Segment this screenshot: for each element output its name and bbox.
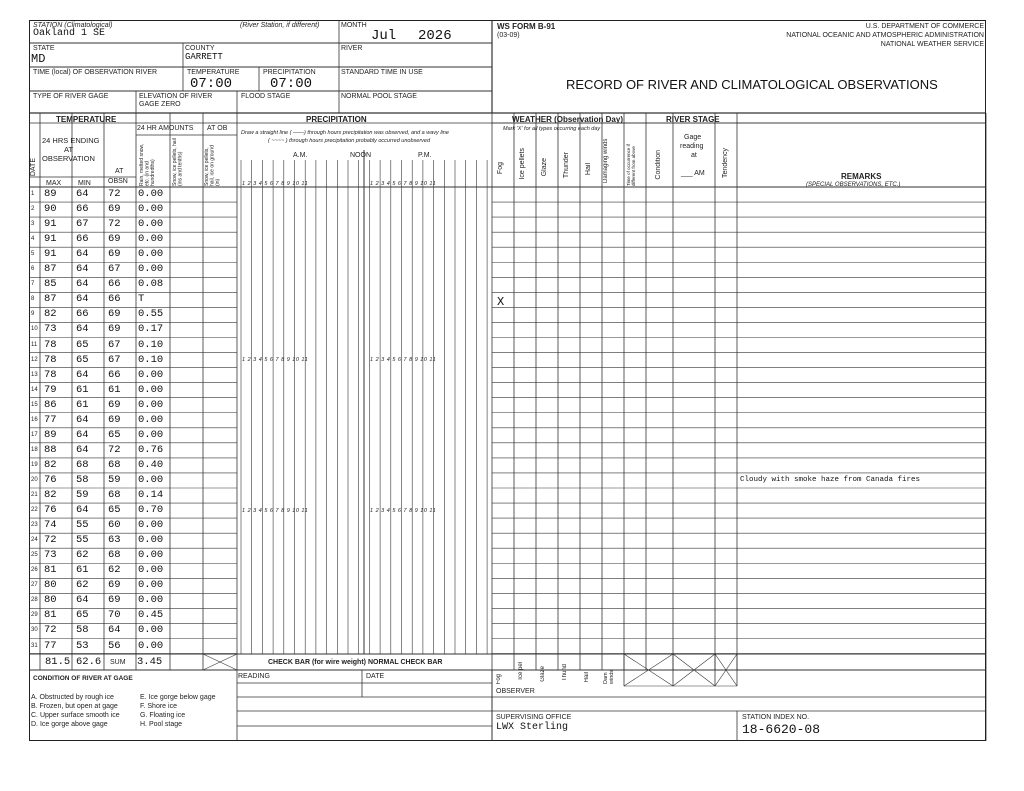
- row-obs-temp: 72: [108, 188, 121, 200]
- legend-c: C. Upper surface smooth ice: [31, 712, 120, 719]
- row-day-number: 2: [31, 206, 35, 213]
- row-precip: 0.00: [138, 203, 164, 216]
- observer-label: OBSERVER: [496, 688, 535, 695]
- row-obs-temp: 66: [108, 293, 121, 306]
- precip-sum: 3.45: [137, 656, 163, 668]
- row-min-temp: 64: [76, 278, 89, 291]
- row-day-number: 16: [31, 416, 38, 423]
- row-precip: 0.00: [138, 594, 164, 607]
- row-day-number: 19: [31, 461, 38, 468]
- county-label: COUNTY: [185, 45, 215, 52]
- row-max-temp: 76: [44, 473, 57, 486]
- row-min-temp: 64: [76, 428, 89, 441]
- row-max-temp: 80: [44, 579, 57, 592]
- row-min-temp: 64: [76, 368, 89, 381]
- row-obs-temp: 68: [108, 458, 121, 471]
- row-min-temp: 67: [76, 218, 89, 231]
- row-remarks: Cloudy with smoke haze from Canada fires: [740, 475, 921, 484]
- row-fog-mark: X: [497, 295, 505, 310]
- row-min-temp: 64: [76, 263, 89, 276]
- row-precip: 0.00: [138, 564, 164, 577]
- row-day-number: 3: [31, 221, 35, 228]
- total-dam-winds: Dam winds: [603, 669, 615, 684]
- row-day-number: 9: [31, 311, 35, 318]
- row-max-temp: 80: [44, 594, 57, 607]
- state-label: STATE: [33, 45, 55, 52]
- hrs-ending-line1: 24 HRS ENDING: [42, 136, 100, 145]
- row-obs-temp: 69: [108, 233, 121, 246]
- year-value: 2026: [418, 28, 452, 44]
- row-day-number: 31: [31, 642, 38, 649]
- gage-line2: reading: [680, 143, 704, 150]
- condition-header: Condition: [655, 150, 662, 180]
- row-day-number: 17: [31, 431, 38, 438]
- max-header: MAX: [46, 180, 62, 187]
- station-index-label: STATION INDEX NO.: [742, 714, 810, 721]
- damaging-winds-header: Damaging winds: [603, 138, 609, 183]
- row-max-temp: 79: [44, 383, 57, 396]
- row-obs-temp: 69: [108, 579, 121, 592]
- row-day-number: 24: [31, 537, 38, 544]
- hail-header: Hail: [585, 163, 592, 176]
- remarks-subheader: (SPECIAL OBSERVATIONS, ETC.): [806, 182, 901, 188]
- row-obs-temp: 69: [108, 398, 121, 411]
- row-obs-temp: 59: [108, 473, 121, 486]
- row-min-temp: 66: [76, 203, 89, 216]
- row-max-temp: 86: [44, 398, 57, 411]
- row-obs-temp: 69: [108, 413, 121, 426]
- hrs-ending-line3: OBSERVATION: [42, 154, 95, 163]
- row-min-temp: 61: [76, 564, 89, 577]
- row-precip: 0.00: [138, 624, 164, 637]
- row-max-temp: 82: [44, 489, 57, 501]
- tendency-header: Tendency: [722, 148, 729, 178]
- hrs-ending-line2: AT: [64, 145, 74, 154]
- row-obs-temp: 65: [108, 504, 121, 517]
- row-max-temp: 85: [44, 278, 57, 291]
- form-date: (03-09): [497, 32, 520, 39]
- snow-ground-header: Snow, ice pellets, hail, ice on ground (in): [204, 145, 221, 186]
- legend-f: F. Shore ice: [140, 703, 177, 710]
- row-day-number: 6: [31, 266, 35, 273]
- legend-h: H. Pool stage: [140, 721, 183, 728]
- fog-header: Fog: [497, 162, 504, 175]
- row-max-temp: 87: [44, 293, 57, 306]
- total-glaze: Glaze: [540, 666, 546, 682]
- row-day-number: 26: [31, 567, 38, 574]
- state-value: MD: [31, 52, 46, 66]
- row-max-temp: 90: [44, 203, 57, 216]
- precip-note-line1: Draw a straight line ( ——) through hours precipitation was observed, and a wavy line: [241, 130, 449, 136]
- am-label: A.M.: [293, 152, 308, 159]
- normal-pool-label: NORMAL POOL STAGE: [341, 93, 417, 100]
- row-max-temp: 87: [44, 263, 57, 276]
- row-precip: 0.45: [138, 609, 164, 622]
- row-precip: 0.70: [138, 504, 164, 517]
- row-precip: T: [138, 293, 145, 306]
- row-max-temp: 81: [44, 564, 57, 577]
- row-min-temp: 62: [76, 579, 89, 592]
- row-day-number: 23: [31, 522, 38, 529]
- row-obs-temp: 72: [108, 443, 121, 456]
- row-obs-temp: 62: [108, 564, 121, 577]
- precipitation-time-value: 07:00: [270, 76, 313, 92]
- row-obs-temp: 69: [108, 203, 121, 216]
- row-max-temp: 81: [44, 609, 57, 622]
- hours-am-row22: 1 2 3 4 5 6 7 8 9 10 11: [242, 508, 309, 514]
- row-max-temp: 73: [44, 323, 57, 336]
- row-precip: 0.08: [138, 278, 164, 291]
- row-obs-temp: 64: [108, 624, 121, 637]
- row-min-temp: 64: [76, 248, 89, 261]
- station-name: Oakland 1 SE: [33, 28, 106, 39]
- row-day-number: 22: [31, 507, 38, 514]
- row-obs-temp: 63: [108, 534, 121, 547]
- row-day-number: 14: [31, 386, 38, 393]
- row-obs-temp: 69: [108, 248, 121, 261]
- row-day-number: 30: [31, 627, 38, 634]
- month-label: MONTH: [341, 22, 367, 29]
- amounts-header: 24 HR AMOUNTS: [137, 125, 194, 132]
- supervising-office: LWX Sterling: [496, 722, 569, 733]
- row-min-temp: 61: [76, 383, 89, 396]
- obsn-header: OBSN: [108, 178, 128, 185]
- hours-pm-row12: 1 2 3 4 5 6 7 8 9 10 11: [370, 357, 437, 363]
- min-header: MIN: [78, 180, 91, 187]
- total-thund: Thund: [562, 664, 568, 682]
- temperature-time-value: 07:00: [190, 76, 233, 92]
- total-ice-pel: Ice pel: [518, 662, 524, 680]
- at-header: AT: [115, 168, 124, 175]
- gage-line3: at: [691, 152, 697, 159]
- row-min-temp: 66: [76, 233, 89, 246]
- row-max-temp: 82: [44, 458, 57, 471]
- flood-stage-label: FLOOD STAGE: [241, 93, 291, 100]
- row-day-number: 8: [31, 296, 35, 303]
- form-id: WS FORM B-91: [497, 22, 556, 31]
- row-min-temp: 68: [76, 458, 89, 471]
- row-precip: 0.00: [138, 579, 164, 592]
- row-min-temp: 61: [76, 398, 89, 411]
- snow-ice-header: Snow, ice pellets, hail (ins and tenths): [172, 138, 184, 186]
- gage-line4: ___ AM: [681, 170, 705, 177]
- row-max-temp: 74: [44, 519, 57, 532]
- row-obs-temp: 65: [108, 428, 121, 441]
- dept-line2: NATIONAL OCEANIC AND ATMOSPHERIC ADMINISTRATION: [786, 32, 984, 39]
- row-max-temp: 73: [44, 549, 57, 562]
- standard-time-label: STANDARD TIME IN USE: [341, 69, 423, 76]
- row-max-temp: 76: [44, 504, 57, 517]
- row-max-temp: 78: [44, 353, 57, 366]
- time-occurrence-header: Time of occurrence if different from above: [626, 144, 636, 186]
- pm-label: P.M.: [418, 152, 432, 159]
- hours-pm-header: 1 2 3 4 5 6 7 8 9 10 11: [370, 181, 437, 187]
- row-day-number: 29: [31, 612, 38, 619]
- row-min-temp: 64: [76, 293, 89, 306]
- row-max-temp: 91: [44, 233, 57, 246]
- row-precip: 0.00: [138, 218, 164, 231]
- row-precip: 0.00: [138, 639, 164, 652]
- row-obs-temp: 67: [108, 353, 121, 366]
- row-precip: 0.00: [138, 534, 164, 547]
- row-max-temp: 78: [44, 338, 57, 351]
- row-max-temp: 72: [44, 534, 57, 547]
- hours-pm-row22: 1 2 3 4 5 6 7 8 9 10 11: [370, 508, 437, 514]
- row-precip: 0.55: [138, 308, 164, 321]
- row-min-temp: 59: [76, 489, 89, 501]
- precip-note-line2: ( ~~~~ ) through hours precipitation probably occurred unobserved: [268, 138, 431, 144]
- legend-e: E. Ice gorge below gage: [140, 694, 216, 701]
- row-precip: 0.00: [138, 188, 164, 200]
- noon-label: NOON: [350, 152, 371, 159]
- total-fog: Fog: [496, 674, 502, 685]
- row-obs-temp: 68: [108, 489, 121, 501]
- legend-d: D. Ice gorge above gage: [31, 721, 108, 728]
- row-precip: 0.00: [138, 473, 164, 486]
- row-obs-temp: 67: [108, 338, 121, 351]
- row-precip: 0.00: [138, 398, 164, 411]
- remarks-header: REMARKS: [841, 172, 882, 181]
- row-day-number: 15: [31, 401, 38, 408]
- dept-line3: NATIONAL WEATHER SERVICE: [880, 41, 984, 48]
- row-max-temp: 77: [44, 639, 57, 652]
- gage-line1: Gage: [684, 134, 702, 141]
- row-min-temp: 58: [76, 473, 89, 486]
- row-min-temp: 55: [76, 534, 89, 547]
- row-min-temp: 65: [76, 353, 89, 366]
- row-precip: 0.00: [138, 368, 164, 381]
- row-min-temp: 55: [76, 519, 89, 532]
- row-min-temp: 64: [76, 413, 89, 426]
- row-precip: 0.00: [138, 263, 164, 276]
- row-precip: 0.10: [138, 353, 164, 366]
- row-max-temp: 89: [44, 428, 57, 441]
- row-day-number: 11: [31, 341, 38, 348]
- row-obs-temp: 56: [108, 639, 121, 652]
- legend-b: B. Frozen, but open at gage: [31, 703, 118, 710]
- row-min-temp: 62: [76, 549, 89, 562]
- hours-am-row12: 1 2 3 4 5 6 7 8 9 10 11: [242, 357, 309, 363]
- row-precip: 0.10: [138, 338, 164, 351]
- min-average: 62.6: [76, 656, 102, 668]
- row-max-temp: 88: [44, 443, 57, 456]
- at-ob-header: AT OB: [207, 125, 228, 132]
- row-precip: 0.00: [138, 248, 164, 261]
- hours-am-header: 1 2 3 4 5 6 7 8 9 10 11: [242, 181, 309, 187]
- temperature-time-label: TEMPERATURE: [187, 69, 240, 76]
- supervising-label: SUPERVISING OFFICE: [496, 714, 572, 721]
- row-precip: 0.00: [138, 519, 164, 532]
- row-day-number: 1: [31, 191, 35, 197]
- row-obs-temp: 69: [108, 308, 121, 321]
- row-min-temp: 64: [76, 443, 89, 456]
- row-day-number: 28: [31, 597, 38, 604]
- date-label: DATE: [366, 673, 385, 680]
- row-obs-temp: 69: [108, 594, 121, 607]
- glaze-header: Glaze: [541, 158, 548, 177]
- row-obs-temp: 66: [108, 368, 121, 381]
- row-max-temp: 82: [44, 308, 57, 321]
- row-day-number: 21: [31, 492, 38, 498]
- elevation-label: ELEVATION OF RIVER: [139, 93, 213, 100]
- row-precip: 0.17: [138, 323, 164, 336]
- thunder-header: Thunder: [563, 152, 570, 179]
- time-river-label: TIME (local) OF OBSERVATION RIVER: [33, 69, 158, 76]
- precipitation-header: PRECIPITATION: [306, 115, 367, 124]
- date-header: DATE: [30, 158, 37, 177]
- condition-label: CONDITION OF RIVER AT GAGE: [33, 675, 133, 682]
- reading-label: READING: [238, 673, 270, 680]
- temperature-header: TEMPERATURE: [56, 115, 117, 124]
- row-obs-temp: 68: [108, 549, 121, 562]
- row-obs-temp: 72: [108, 218, 121, 231]
- weather-note: Mark 'X' for all types occurring each day: [503, 126, 601, 132]
- row-obs-temp: 60: [108, 519, 121, 532]
- row-day-number: 12: [31, 356, 38, 363]
- total-hail: Hail: [584, 672, 590, 683]
- row-min-temp: 64: [76, 594, 89, 607]
- rain-header: Rain, melted snow, etc. (in and hundredths): [139, 143, 156, 186]
- ice-pellets-header: Ice pellets: [519, 148, 526, 180]
- river-gage-label: TYPE OF RIVER GAGE: [33, 93, 109, 100]
- row-obs-temp: 70: [108, 609, 121, 622]
- row-max-temp: 77: [44, 413, 57, 426]
- row-min-temp: 53: [76, 639, 89, 652]
- row-day-number: 27: [31, 582, 38, 589]
- row-max-temp: 91: [44, 248, 57, 261]
- row-obs-temp: 66: [108, 278, 121, 291]
- legend-a: A. Obstructed by rough ice: [31, 694, 114, 701]
- row-day-number: 5: [31, 251, 35, 258]
- row-max-temp: 89: [44, 188, 57, 200]
- row-precip: 0.14: [138, 489, 164, 501]
- row-min-temp: 65: [76, 338, 89, 351]
- row-max-temp: 78: [44, 368, 57, 381]
- sum-label: SUM: [110, 659, 126, 666]
- month-value: Jul: [371, 28, 397, 44]
- row-min-temp: 65: [76, 609, 89, 622]
- row-min-temp: 64: [76, 504, 89, 517]
- weather-header: WEATHER (Observation Day): [512, 115, 623, 124]
- row-precip: 0.00: [138, 549, 164, 562]
- row-obs-temp: 67: [108, 263, 121, 276]
- row-precip: 0.00: [138, 383, 164, 396]
- row-precip: 0.40: [138, 458, 164, 471]
- row-min-temp: 64: [76, 188, 89, 200]
- row-day-number: 25: [31, 552, 38, 559]
- row-day-number: 20: [31, 476, 38, 483]
- max-average: 81.5: [45, 656, 71, 668]
- row-day-number: 4: [31, 236, 35, 243]
- row-max-temp: 91: [44, 218, 57, 231]
- row-precip: 0.00: [138, 413, 164, 426]
- river-stage-header: RIVER STAGE: [666, 115, 720, 124]
- row-precip: 0.76: [138, 443, 164, 456]
- row-precip: 0.00: [138, 428, 164, 441]
- row-obs-temp: 61: [108, 383, 121, 396]
- row-min-temp: 66: [76, 308, 89, 321]
- dept-line1: U.S. DEPARTMENT OF COMMERCE: [865, 23, 984, 30]
- row-obs-temp: 69: [108, 323, 121, 336]
- county-value: GARRETT: [185, 52, 223, 62]
- row-min-temp: 58: [76, 624, 89, 637]
- station-label: STATION (Climatological): [33, 22, 113, 29]
- gage-zero-label: GAGE ZERO: [139, 101, 181, 108]
- precipitation-time-label: PRECIPITATION: [263, 69, 316, 76]
- row-day-number: 10: [31, 326, 38, 333]
- row-day-number: 7: [31, 281, 35, 288]
- form-title: RECORD OF RIVER AND CLIMATOLOGICAL OBSERVATIONS: [566, 77, 938, 92]
- legend-g: G. Floating ice: [140, 712, 186, 719]
- row-precip: 0.00: [138, 233, 164, 246]
- river-label: RIVER: [341, 45, 363, 52]
- row-min-temp: 64: [76, 323, 89, 336]
- row-day-number: 13: [31, 371, 38, 378]
- check-bar-label: CHECK BAR (for wire weight) NORMAL CHECK BAR: [268, 659, 443, 666]
- river-station-label: (River Station, if different): [240, 22, 320, 29]
- station-index-value: 18-6620-08: [742, 722, 821, 737]
- row-max-temp: 72: [44, 624, 57, 637]
- row-day-number: 18: [31, 446, 38, 453]
